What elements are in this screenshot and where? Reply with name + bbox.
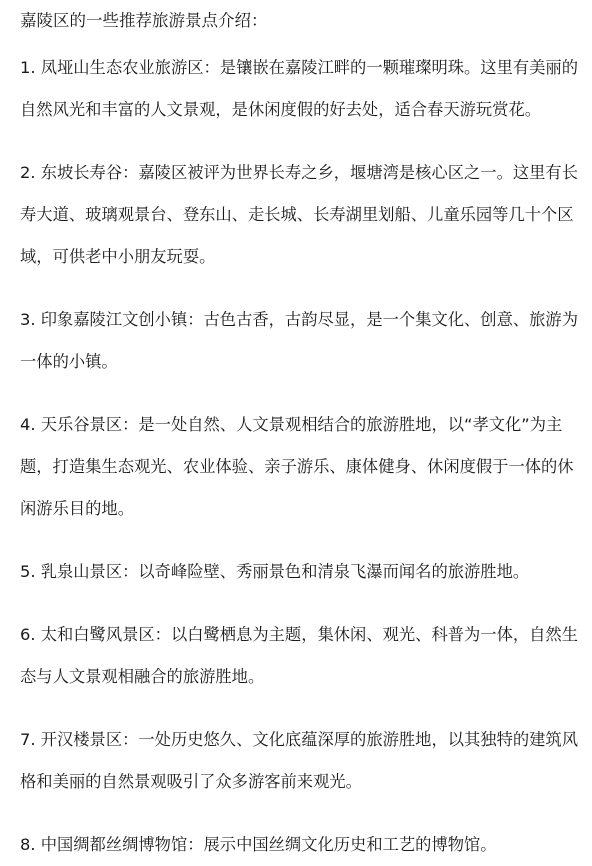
document-title: 嘉陵区的一些推荐旅游景点介绍： bbox=[20, 11, 268, 30]
list-item-ruquanshan: 5. 乳泉山景区：以奇峰险壁、秀丽景色和清泉飞瀑而闻名的旅游胜地。 bbox=[20, 562, 530, 581]
list-item-kaihanlou: 7. 开汉楼景区：一处历史悠久、文化底蕴深厚的旅游胜地，以其独特的建筑风格和美丽的自然景观吸引了众多游客前来观光。 bbox=[20, 730, 578, 791]
list-item-silk-museum: 8. 中国绸都丝绸博物馆：展示中国丝绸文化历史和工艺的博物馆。 bbox=[20, 835, 497, 854]
list-item-fengyashan: 1. 凤垭山生态农业旅游区：是镶嵌在嘉陵江畔的一颗璀璨明珠。这里有美丽的自然风光和丰富的人文景观，是休闲度假的好去处，适合春天游玩赏花。 bbox=[20, 58, 578, 119]
list-item-dongpo-changshougu: 2. 东坡长寿谷：嘉陵区被评为世界长寿之乡，堰塘湾是核心区之一。这里有长寿大道、玻璃观景台、登东山、走长城、长寿湖里划船、儿童乐园等几十个区域，可供老中小朋友玩耍。 bbox=[20, 163, 578, 266]
list-item-taihe-bailu: 6. 太和白鹭风景区：以白鹭栖息为主题，集休闲、观光、科普为一体，自然生态与人文景观相融合的旅游胜地。 bbox=[20, 625, 578, 686]
list-item-tianlegu: 4. 天乐谷景区：是一处自然、人文景观相结合的旅游胜地，以“孝文化”为主题，打造集生态观光、农业体验、亲子游乐、康体健身、休闲度假于一体的休闲游乐目的地。 bbox=[20, 415, 574, 518]
list-item-yinxiang-jialingjiang: 3. 印象嘉陵江文创小镇：古色古香，古韵尽显，是一个集文化、创意、旅游为一体的小镇。 bbox=[20, 310, 578, 371]
